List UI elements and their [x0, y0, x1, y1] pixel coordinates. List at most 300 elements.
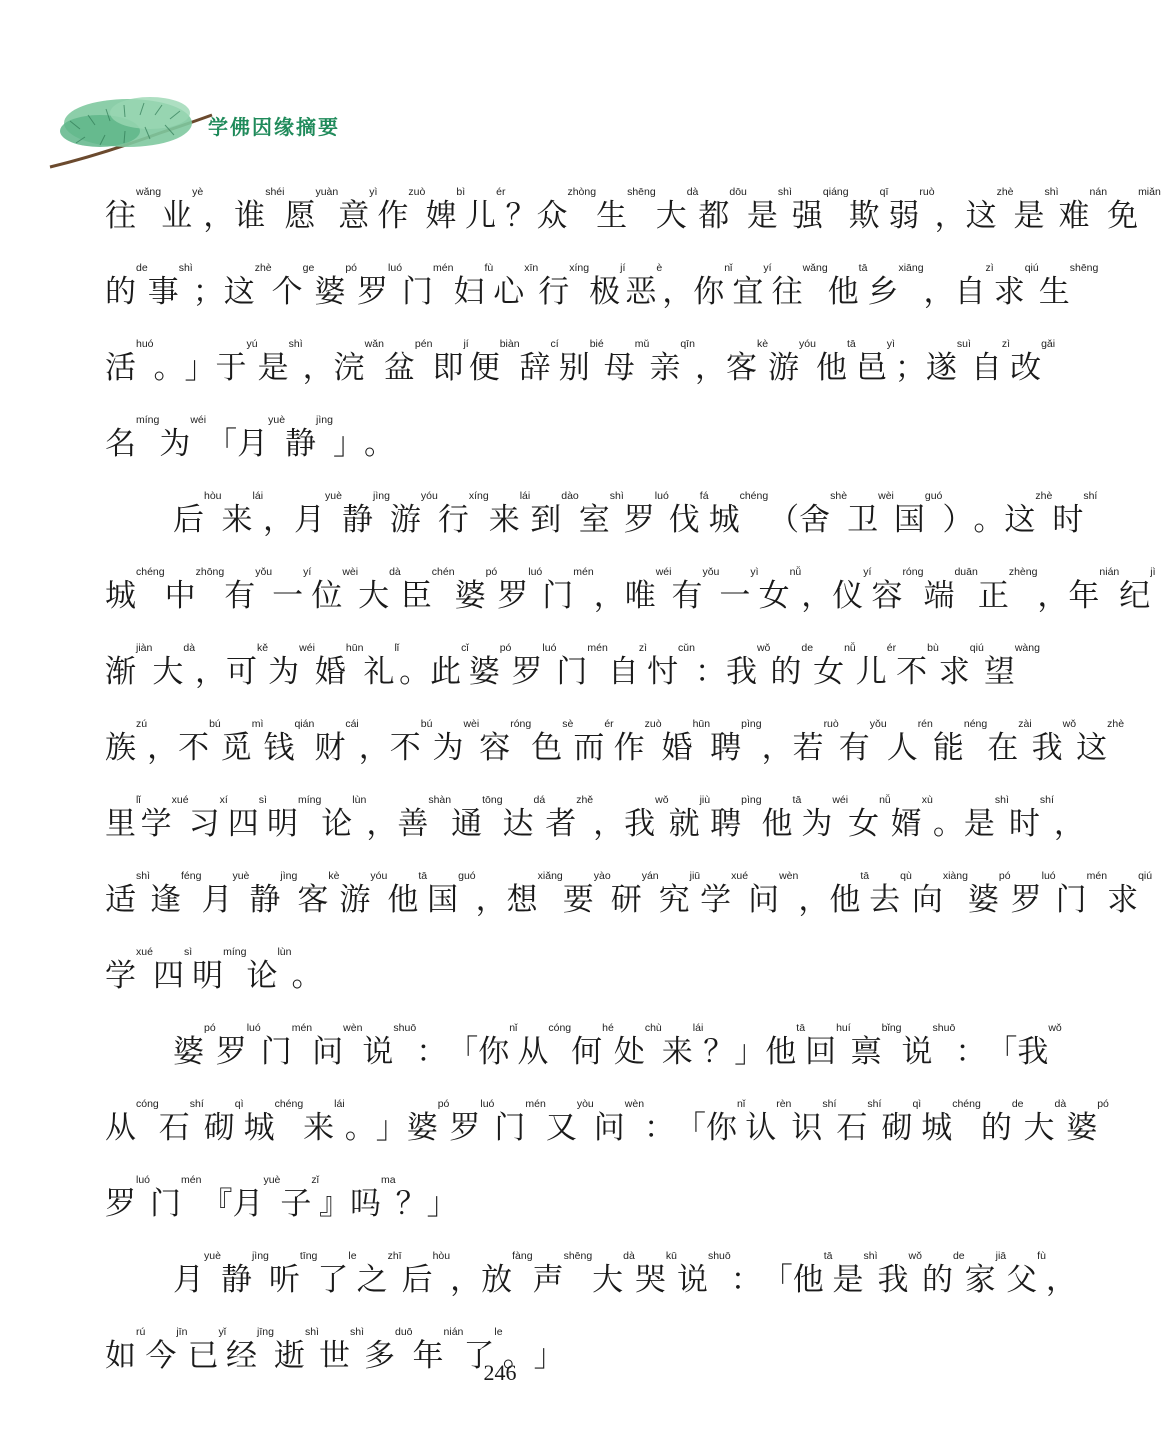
- character-with-pinyin: 难nán: [1058, 186, 1108, 234]
- punctuation: ？: [395, 1186, 427, 1222]
- character-with-pinyin: 便biàn: [468, 338, 520, 386]
- character-with-pinyin: 谁shéi: [234, 186, 285, 234]
- pinyin-annotation: wèi: [878, 490, 894, 502]
- character-with-pinyin: 中zhōng: [164, 566, 225, 614]
- pinyin-annotation: tā: [796, 1022, 806, 1034]
- pinyin-annotation: luó: [528, 566, 543, 578]
- pinyin-annotation: róng: [510, 718, 532, 730]
- character-with-pinyin: 大dà: [358, 566, 401, 614]
- pinyin-annotation: cǐ: [461, 642, 469, 654]
- pinyin-annotation: fù: [484, 262, 494, 274]
- character-with-pinyin: 习xí: [188, 794, 228, 842]
- character-with-pinyin: 他tā: [815, 338, 856, 386]
- punctuation: ，: [593, 578, 625, 614]
- character-with-pinyin: 石shí: [836, 1098, 882, 1146]
- punctuation: 」: [734, 1034, 766, 1070]
- character-with-pinyin: 婆pó: [1066, 1098, 1109, 1146]
- character-with-pinyin: 父fù: [1006, 1250, 1046, 1298]
- character-with-pinyin: 纪jì: [1119, 566, 1156, 614]
- pinyin-annotation: mì: [251, 718, 264, 730]
- text-line: [105, 614, 1040, 690]
- character-with-pinyin: 吗ma: [349, 1174, 396, 1222]
- pinyin-annotation: qù: [900, 870, 912, 882]
- pinyin-annotation: yǒu: [869, 718, 887, 730]
- character-with-pinyin: 改gǎi: [1010, 338, 1056, 386]
- pinyin-annotation: hūn: [345, 642, 364, 654]
- punctuation: ，: [593, 806, 625, 842]
- character-with-pinyin: 行xíng: [437, 490, 489, 538]
- pinyin-annotation: xiàng: [942, 870, 968, 882]
- character-with-pinyin: 大dà: [655, 186, 699, 234]
- character-with-pinyin: 众zhòng: [536, 186, 597, 234]
- punctuation: ；: [192, 274, 224, 310]
- character-with-pinyin: 门mén: [556, 642, 608, 690]
- character-with-pinyin: 他tā: [827, 262, 868, 310]
- character-with-pinyin: 要yào: [562, 870, 611, 918]
- character-with-pinyin: 亲qīn: [649, 338, 695, 386]
- pinyin-annotation: nán: [1089, 186, 1108, 198]
- character-with-pinyin: 声shēng: [532, 1250, 593, 1298]
- pinyin-annotation: zì: [985, 262, 994, 274]
- pinyin-annotation: lǐ: [394, 642, 400, 654]
- pinyin-annotation: lái: [692, 1022, 704, 1034]
- pinyin-annotation: xué: [731, 870, 749, 882]
- pinyin-annotation: néng: [963, 718, 988, 730]
- pinyin-annotation: zì: [1001, 338, 1011, 350]
- pinyin-annotation: ér: [604, 718, 614, 730]
- pinyin-annotation: kè: [756, 338, 769, 350]
- character-with-pinyin: 他tā: [387, 870, 428, 918]
- punctuation: ：: [644, 1110, 676, 1146]
- character-with-pinyin: 辞cí: [519, 338, 559, 386]
- pinyin-annotation: shì: [994, 794, 1009, 806]
- pinyin-annotation: shí: [1039, 794, 1054, 806]
- pinyin-annotation: lái: [519, 490, 531, 502]
- character-with-pinyin: 聘pìng: [710, 718, 762, 766]
- character-with-pinyin: 仪yí: [832, 566, 872, 614]
- pinyin-annotation: shì: [178, 262, 193, 274]
- punctuation: ）: [942, 502, 974, 538]
- pinyin-annotation: de: [1011, 1098, 1024, 1110]
- pinyin-annotation: jí: [620, 262, 626, 274]
- pinyin-annotation: dà: [1054, 1098, 1067, 1110]
- character-with-pinyin: 回huí: [805, 1022, 851, 1070]
- punctuation: ，: [358, 730, 390, 766]
- pinyin-annotation: lǐ: [136, 794, 141, 806]
- punctuation: 』: [318, 1186, 350, 1222]
- character-with-pinyin: 了le: [317, 1250, 357, 1298]
- pinyin-annotation: yí: [303, 566, 312, 578]
- punctuation: 。: [344, 1110, 376, 1146]
- punctuation: ，: [1053, 806, 1085, 842]
- pinyin-annotation: lái: [334, 1098, 345, 1110]
- pinyin-annotation: kū: [665, 1250, 677, 1262]
- character-with-pinyin: 弱ruò: [888, 186, 935, 234]
- character-with-pinyin: 我wǒ: [877, 1250, 922, 1298]
- character-with-pinyin: 他tā: [792, 1250, 833, 1298]
- punctuation: ：: [694, 654, 726, 690]
- pinyin-annotation: shuō: [707, 1250, 731, 1262]
- character-with-pinyin: 钱qián: [263, 718, 315, 766]
- character-with-pinyin: 大dà: [152, 642, 196, 690]
- character-with-pinyin: 邑yì: [855, 338, 895, 386]
- character-with-pinyin: 求qiú: [938, 642, 984, 690]
- character-with-pinyin: 妇fù: [453, 262, 494, 310]
- pinyin-annotation: zǐ: [311, 1174, 319, 1186]
- character-with-pinyin: 时shí: [1052, 490, 1098, 538]
- pinyin-annotation: chéng: [739, 490, 769, 502]
- character-with-pinyin: 明míng: [192, 946, 247, 994]
- character-with-pinyin: 向xiàng: [911, 870, 968, 918]
- character-with-pinyin: 业yè: [161, 186, 204, 234]
- pinyin-annotation: tā: [823, 1250, 833, 1262]
- pinyin-annotation: chéng: [274, 1098, 304, 1110]
- character-with-pinyin: 问wèn: [748, 870, 799, 918]
- pinyin-annotation: dà: [686, 186, 699, 198]
- character-with-pinyin: 月yuè: [237, 414, 286, 462]
- pinyin-annotation: féng: [181, 870, 202, 882]
- character-with-pinyin: 时shí: [1008, 794, 1054, 842]
- pinyin-annotation: jìng: [280, 870, 298, 882]
- character-with-pinyin: 月yuè: [232, 1174, 281, 1222]
- character-with-pinyin: 游yóu: [768, 338, 816, 386]
- character-with-pinyin: 作zuò: [613, 718, 662, 766]
- character-with-pinyin: 静jìng: [341, 490, 390, 538]
- pinyin-annotation: wèi: [463, 718, 480, 730]
- pinyin-annotation: yú: [246, 338, 258, 350]
- character-with-pinyin: 你nǐ: [693, 262, 733, 310]
- pinyin-annotation: tā: [846, 338, 856, 350]
- pinyin-annotation: luó: [246, 1022, 261, 1034]
- pinyin-annotation: guó: [924, 490, 943, 502]
- pinyin-annotation: pìng: [741, 794, 762, 806]
- character-with-pinyin: 即jí: [432, 338, 469, 386]
- pinyin-annotation: yuè: [268, 414, 286, 426]
- pinyin-annotation: de: [952, 1250, 965, 1262]
- character-with-pinyin: 大dà: [1023, 1098, 1067, 1146]
- punctuation: ，: [203, 198, 235, 234]
- pinyin-annotation: yǒu: [255, 566, 273, 578]
- character-with-pinyin: 他tā: [761, 794, 802, 842]
- pinyin-annotation: wǒ: [908, 1250, 922, 1262]
- pinyin-annotation: cóng: [548, 1022, 572, 1034]
- pinyin-annotation: yì: [750, 566, 759, 578]
- pinyin-annotation: jí: [463, 338, 469, 350]
- character-with-pinyin: 就jiù: [668, 794, 711, 842]
- character-with-pinyin: 罗luó: [357, 262, 403, 310]
- pinyin-annotation: mén: [181, 1174, 202, 1186]
- text-line: [105, 842, 1153, 918]
- character-with-pinyin: 财cái: [314, 718, 359, 766]
- pinyin-annotation: dá: [533, 794, 546, 806]
- pinyin-annotation: hòu: [432, 1250, 451, 1262]
- character-with-pinyin: 活huó: [105, 338, 154, 386]
- character-with-pinyin: 世shì: [318, 1326, 364, 1374]
- character-with-pinyin: 是shì: [832, 1250, 878, 1298]
- character-with-pinyin: 婿xù: [890, 794, 933, 842]
- character-with-pinyin: 这zhè: [1076, 718, 1125, 766]
- character-with-pinyin: 城chéng: [708, 490, 769, 538]
- pinyin-annotation: tā: [860, 870, 870, 882]
- punctuation: 「: [447, 1034, 479, 1070]
- character-with-pinyin: 强qiáng: [791, 186, 849, 234]
- pinyin-annotation: xiāng: [898, 262, 924, 274]
- pinyin-annotation: chù: [644, 1022, 662, 1034]
- text-line: [105, 994, 1062, 1070]
- character-with-pinyin: 遂suì: [925, 338, 971, 386]
- pinyin-annotation: luó: [136, 1174, 151, 1186]
- pinyin-annotation: shēng: [1069, 262, 1099, 274]
- character-with-pinyin: 有yǒu: [671, 566, 720, 614]
- punctuation: 」: [533, 1338, 565, 1374]
- character-with-pinyin: 婆pó: [406, 1098, 450, 1146]
- character-with-pinyin: 婚hūn: [661, 718, 711, 766]
- character-with-pinyin: 去qù: [869, 870, 912, 918]
- character-with-pinyin: 生shēng: [596, 186, 656, 234]
- pinyin-annotation: jiàn: [136, 642, 153, 654]
- pinyin-annotation: de: [801, 642, 814, 654]
- text-line: [105, 462, 1098, 538]
- text-body: [105, 158, 1161, 1374]
- pinyin-annotation: dào: [561, 490, 579, 502]
- pinyin-annotation: tā: [418, 870, 428, 882]
- character-with-pinyin: 是shì: [746, 186, 792, 234]
- character-with-pinyin: 说shuō: [676, 1250, 731, 1298]
- punctuation: 。: [932, 806, 964, 842]
- pinyin-annotation: xíng: [468, 490, 489, 502]
- page-number: 246: [483, 1360, 517, 1385]
- character-with-pinyin: 心xīn: [493, 262, 539, 310]
- character-with-pinyin: 放fàng: [481, 1250, 533, 1298]
- pinyin-annotation: cǔn: [678, 642, 695, 654]
- character-with-pinyin: 生shēng: [1038, 262, 1099, 310]
- pinyin-annotation: yì: [886, 338, 895, 350]
- character-with-pinyin: 为wéi: [268, 642, 315, 690]
- pinyin-annotation: shì: [288, 338, 303, 350]
- text-line: [105, 690, 1125, 766]
- pinyin-annotation: yóu: [420, 490, 438, 502]
- character-with-pinyin: 游yóu: [389, 490, 438, 538]
- pinyin-annotation: luó: [480, 1098, 495, 1110]
- pinyin-annotation: bié: [589, 338, 604, 350]
- character-with-pinyin: 月yuè: [201, 870, 250, 918]
- character-with-pinyin: 月yuè: [173, 1250, 221, 1298]
- pinyin-annotation: luó: [654, 490, 669, 502]
- punctuation: 。: [153, 350, 185, 386]
- character-with-pinyin: 门mén: [402, 262, 454, 310]
- character-with-pinyin: 研yán: [610, 870, 659, 918]
- character-with-pinyin: 罗luó: [497, 566, 543, 614]
- pinyin-annotation: hūn: [692, 718, 711, 730]
- pinyin-annotation: mén: [525, 1098, 546, 1110]
- character-with-pinyin: 他tā: [829, 870, 870, 918]
- character-with-pinyin: 宜yí: [732, 262, 772, 310]
- pinyin-annotation: shàn: [428, 794, 452, 806]
- character-with-pinyin: 能néng: [932, 718, 988, 766]
- punctuation: ，: [662, 274, 694, 310]
- pinyin-annotation: wéi: [832, 794, 849, 806]
- character-with-pinyin: 容róng: [871, 566, 924, 614]
- character-with-pinyin: 婆pó: [314, 262, 358, 310]
- character-with-pinyin: 婆pó: [468, 642, 512, 690]
- character-with-pinyin: 已yǐ: [187, 1326, 227, 1374]
- character-with-pinyin: 位wèi: [311, 566, 359, 614]
- character-with-pinyin: 四sì: [152, 946, 193, 994]
- character-with-pinyin: 臣chén: [400, 566, 455, 614]
- pinyin-annotation: mén: [573, 566, 594, 578]
- pinyin-annotation: dōu: [729, 186, 747, 198]
- pinyin-annotation: lùn: [352, 794, 367, 806]
- character-with-pinyin: 罗luó: [449, 1098, 495, 1146]
- pinyin-annotation: bì: [456, 186, 466, 198]
- character-with-pinyin: 渐jiàn: [105, 642, 153, 690]
- pinyin-annotation: zhè: [1035, 490, 1053, 502]
- character-with-pinyin: 婆pó: [967, 870, 1011, 918]
- punctuation: ：: [730, 1262, 762, 1298]
- character-with-pinyin: 礼lǐ: [363, 642, 400, 690]
- pinyin-annotation: nǐ: [509, 1022, 518, 1034]
- pinyin-annotation: qīn: [680, 338, 695, 350]
- punctuation: ：: [955, 1034, 987, 1070]
- character-with-pinyin: 通tōng: [451, 794, 503, 842]
- character-with-pinyin: 又yòu: [545, 1098, 594, 1146]
- character-with-pinyin: 大dà: [592, 1250, 635, 1298]
- pinyin-annotation: tōng: [482, 794, 503, 806]
- pinyin-annotation: zhè: [996, 186, 1014, 198]
- punctuation: 」: [375, 1110, 407, 1146]
- character-with-pinyin: 个ge: [271, 262, 315, 310]
- pinyin-annotation: xù: [921, 794, 933, 806]
- character-with-pinyin: 门mén: [150, 1174, 202, 1222]
- pinyin-annotation: lái: [252, 490, 264, 502]
- character-with-pinyin: 室shì: [578, 490, 624, 538]
- pinyin-annotation: cí: [550, 338, 559, 350]
- punctuation: 」: [426, 1186, 458, 1222]
- character-with-pinyin: 明míng: [266, 794, 322, 842]
- pinyin-annotation: mén: [291, 1022, 313, 1034]
- character-with-pinyin: 月yuè: [294, 490, 342, 538]
- character-with-pinyin: 不bú: [178, 718, 221, 766]
- pinyin-annotation: yí: [763, 262, 772, 274]
- character-with-pinyin: 里lǐ: [105, 794, 141, 842]
- character-with-pinyin: 唯wéi: [624, 566, 672, 614]
- character-with-pinyin: 族zú: [105, 718, 148, 766]
- character-with-pinyin: 的de: [980, 1098, 1024, 1146]
- character-with-pinyin: 于yú: [215, 338, 258, 386]
- character-with-pinyin: 来lái: [488, 490, 531, 538]
- pinyin-annotation: nǚ: [844, 642, 856, 654]
- pinyin-annotation: míng: [223, 946, 247, 958]
- pinyin-annotation: wàng: [1014, 642, 1040, 654]
- pinyin-annotation: xiǎng: [537, 870, 563, 882]
- pinyin-annotation: shí: [822, 1098, 837, 1110]
- pinyin-annotation: miǎn: [1138, 186, 1161, 198]
- pinyin-annotation: xí: [219, 794, 228, 806]
- character-with-pinyin: 你nǐ: [478, 1022, 518, 1070]
- book-title: 学佛因缘摘要: [208, 115, 340, 139]
- pinyin-annotation: jìng: [372, 490, 390, 502]
- character-with-pinyin: 城chéng: [105, 566, 165, 614]
- pinyin-annotation: guó: [458, 870, 476, 882]
- character-with-pinyin: 城chéng: [921, 1098, 981, 1146]
- pinyin-annotation: pó: [204, 1022, 216, 1034]
- character-with-pinyin: 女nǚ: [758, 566, 802, 614]
- punctuation: ？: [703, 1034, 735, 1070]
- pinyin-annotation: ér: [886, 642, 897, 654]
- character-with-pinyin: 子zǐ: [280, 1174, 319, 1222]
- character-with-pinyin: 舍shè: [799, 490, 848, 538]
- pinyin-annotation: pó: [485, 566, 498, 578]
- character-with-pinyin: 我wǒ: [624, 794, 669, 842]
- punctuation: ，: [694, 350, 726, 386]
- character-with-pinyin: 容róng: [479, 718, 532, 766]
- punctuation: ；: [894, 350, 926, 386]
- character-with-pinyin: 浣wǎn: [333, 338, 384, 386]
- punctuation: ：: [416, 1034, 448, 1070]
- pinyin-annotation: sì: [183, 946, 193, 958]
- pinyin-annotation: wǎn: [364, 338, 384, 350]
- character-with-pinyin: 之zhī: [356, 1250, 402, 1298]
- pinyin-annotation: shì: [136, 870, 151, 882]
- pinyin-annotation: fàng: [512, 1250, 533, 1262]
- character-with-pinyin: 的de: [105, 262, 148, 310]
- character-with-pinyin: 我wǒ: [1017, 1022, 1062, 1070]
- pinyin-annotation: shì: [304, 1326, 319, 1338]
- character-with-pinyin: 问wèn: [312, 1022, 363, 1070]
- character-with-pinyin: 正zhèng: [977, 566, 1038, 614]
- character-with-pinyin: 何hé: [571, 1022, 614, 1070]
- pinyin-annotation: yì: [369, 186, 378, 198]
- pinyin-annotation: jīn: [176, 1326, 188, 1338]
- punctuation: 「: [675, 1110, 707, 1146]
- character-with-pinyin: 来lái: [303, 1098, 345, 1146]
- character-with-pinyin: 儿ér: [465, 186, 506, 234]
- pinyin-annotation: fá: [699, 490, 709, 502]
- pinyin-annotation: luó: [542, 642, 557, 654]
- character-with-pinyin: 砌qì: [881, 1098, 922, 1146]
- pinyin-annotation: kě: [257, 642, 269, 654]
- punctuation: 「: [761, 1262, 793, 1298]
- character-with-pinyin: 往wǎng: [105, 186, 162, 234]
- character-with-pinyin: 客kè: [725, 338, 769, 386]
- pinyin-annotation: zhè: [1107, 718, 1125, 730]
- character-with-pinyin: 者zhě: [545, 794, 594, 842]
- pinyin-annotation: qián: [294, 718, 315, 730]
- character-with-pinyin: 作zuò: [377, 186, 426, 234]
- character-with-pinyin: 如rú: [105, 1326, 146, 1374]
- character-with-pinyin: 学xué: [140, 794, 189, 842]
- pinyin-annotation: wèn: [624, 1098, 645, 1110]
- pinyin-annotation: nián: [443, 1326, 464, 1338]
- character-with-pinyin: 自zì: [607, 642, 648, 690]
- punctuation: 。: [502, 1338, 534, 1374]
- pinyin-annotation: cái: [345, 718, 359, 730]
- pinyin-annotation: wǒ: [1048, 1022, 1062, 1034]
- punctuation: 。: [973, 502, 1005, 538]
- punctuation: 。: [363, 426, 395, 462]
- pinyin-annotation: shí: [189, 1098, 204, 1110]
- character-with-pinyin: 往wǎng: [771, 262, 828, 310]
- character-with-pinyin: 门mén: [494, 1098, 546, 1146]
- pinyin-annotation: mén: [587, 642, 608, 654]
- character-with-pinyin: 极jí: [589, 262, 626, 310]
- pinyin-annotation: yǒu: [702, 566, 720, 578]
- pinyin-annotation: mén: [433, 262, 454, 274]
- punctuation: ，: [1037, 578, 1069, 614]
- text-line: [105, 918, 895, 994]
- pinyin-annotation: wéi: [190, 414, 207, 426]
- character-with-pinyin: 你nǐ: [706, 1098, 746, 1146]
